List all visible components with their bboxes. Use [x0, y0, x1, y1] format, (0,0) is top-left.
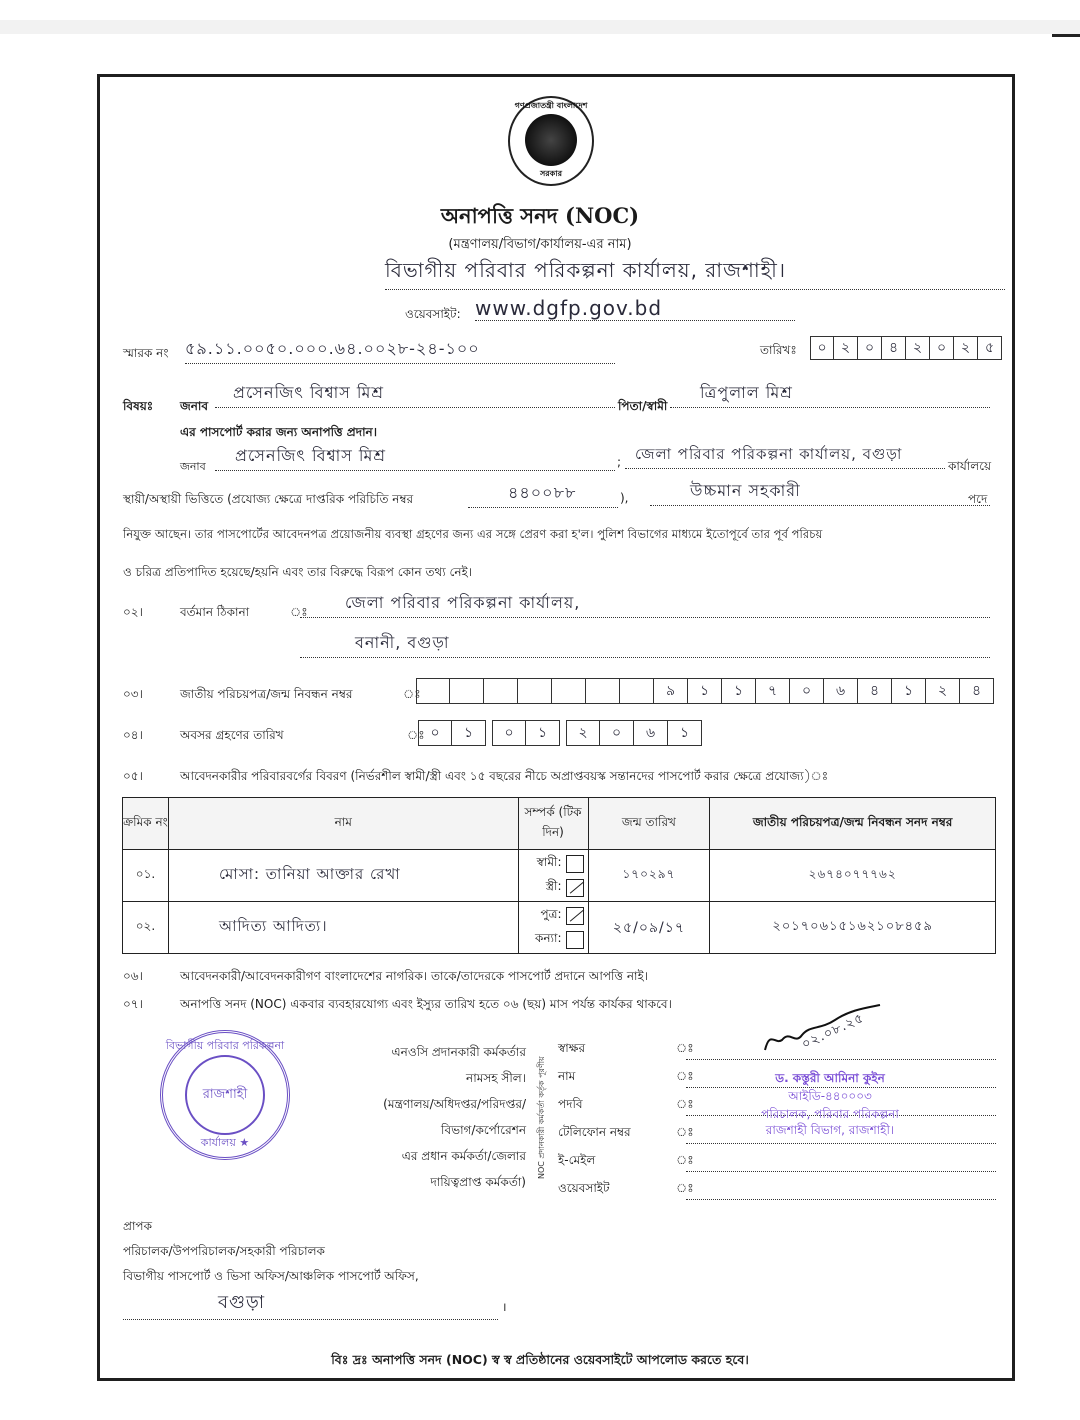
citizen-text: আবেদনকারী/আবেদনকারীগণ বাংলাদেশের নাগরিক। তাকে/তাদেরকে পাসপোর্ট প্রদানে আপত্তি নাই। [180, 969, 649, 983]
item-03-number: ০৩। [123, 687, 143, 701]
retirement-label: অবসর গ্রহণের তারিখ [180, 728, 284, 742]
family-table [122, 797, 996, 954]
header-dob: জন্ম তারিখ [588, 798, 710, 850]
item-05-number: ০৫। [123, 769, 143, 783]
document-title: অনাপত্তি সনদ (NOC) [440, 203, 640, 228]
nid-digit [518, 678, 552, 704]
nid-label: জাতীয় পরিচয়পত্র/জন্ম নিবন্ধন নম্বর [180, 687, 353, 701]
row-name: মোসা: তানিয়া আক্তার রেখা [168, 850, 518, 902]
designation-suffix: পদে [968, 492, 988, 506]
stamp-officer-title: পরিচালক, পরিবার পরিকল্পনা [761, 1107, 899, 1121]
id-close: ), [620, 491, 629, 505]
website-label: ওয়েবসাইট: [405, 307, 461, 321]
row-relation [518, 902, 588, 954]
office-name: বিভাগীয় পরিবার পরিকল্পনা কার্যালয়, রাজশাহী। [385, 256, 1005, 290]
recipient-line-2: বিভাগীয় পাসপোর্ট ও ভিসা অফিস/আঞ্চলিক পাসপোর্ট অফিস, [123, 1269, 419, 1283]
date-label: তারিখঃ [760, 343, 797, 357]
nid-digit: ১ [892, 678, 926, 704]
father-label: পিতা/স্বামী [618, 399, 668, 413]
issuer-label-block [300, 1044, 526, 1200]
nid-digit: ৬ [824, 678, 858, 704]
row-relation [518, 850, 588, 902]
retirement-year-digit: ২ [566, 720, 600, 746]
nid-digit: ১ [688, 678, 722, 704]
memo-number: ৫৯.১১.০০৫০.০০০.৬৪.০০২৮-২৪-১০০ [185, 336, 615, 364]
header-relation: সম্পর্ক (টিক দিন) [518, 798, 588, 850]
field-designation: পদবি ঃ [558, 1096, 996, 1116]
relation-checkbox[interactable] [566, 907, 584, 925]
nid-digit: ৭ [756, 678, 790, 704]
date-digit: ০ [810, 336, 834, 360]
relation-label: স্বামী: [536, 854, 562, 869]
scan-top-band [0, 20, 1080, 34]
row-nid: ২৬৭৪০৭৭৭৬২ [710, 850, 996, 902]
field-website: ওয়েবসাইট ঃ [558, 1180, 996, 1200]
applicant-name: প্রসেনজিৎ বিশ্বাস মিশ্র [215, 380, 615, 408]
date-digit: ৫ [978, 336, 1002, 360]
permanent-label: স্থায়ী/অস্থায়ী ভিত্তিতে (প্রযোজ্য ক্ষেত্রে দাপ্তরিক পরিচিতি নম্বর [123, 492, 414, 506]
semicolon: ; [617, 455, 622, 469]
designation: উচ্চমান সহকারী [650, 478, 990, 506]
family-label: আবেদনকারীর পরিবারবর্গের বিবরণ (নির্ভরশীল স্বামী/স্ত্রী এবং ১৫ বছরের নীচে অপ্রাপ্তবয়স্ক সন্তানদের পাসপোর্ট করার ক্ষেত্রে প্রযোজ্য)ঃ [180, 769, 829, 783]
field-email: ই-মেইল ঃ [558, 1152, 996, 1172]
recipient-city: বগুড়া [123, 1288, 498, 1320]
recipient-end: । [502, 1300, 507, 1314]
nid-digit: ১ [722, 678, 756, 704]
relation-label: স্ত্রী: [545, 878, 562, 893]
row-serial: ০২. [123, 902, 169, 954]
retirement-year-digit: ১ [668, 720, 702, 746]
relation-checkbox[interactable] [566, 879, 584, 897]
date-digit: ০ [930, 336, 954, 360]
address-line-2: বনানী, বগুড়া [300, 630, 990, 658]
vertical-fill-note: NOC প্রদানকারী কর্মকর্তা কর্তৃক পূরণীয় [537, 1056, 546, 1179]
emblem-top-text: গণপ্রজাতন্ত্রী বাংলাদেশ [514, 101, 588, 110]
office-suffix: কার্যালয়ে [948, 459, 992, 473]
website-value: www.dgfp.gov.bd [475, 296, 795, 321]
subject-line2: এর পাসপোর্ট করার জন্য অনাপত্তি প্রদান। [180, 425, 378, 439]
relation-label: কন্যা: [534, 930, 562, 945]
body-office: জেলা পরিবার পরিকল্পনা কার্যালয়, বগুড়া [625, 443, 945, 469]
office-seal-stamp [160, 1030, 290, 1160]
emblem-core [525, 114, 577, 166]
field-signature: স্বাক্ষর ঃ [558, 1040, 996, 1060]
nid-digit [484, 678, 518, 704]
emblem-bottom-text: সরকার [539, 169, 562, 178]
family-table-header [123, 798, 996, 850]
document-subtitle: (মন্ত্রণালয়/বিভাগ/কার্যালয়-এর নাম) [448, 237, 632, 252]
row-nid: ২০১৭০৬১৫১৬২১০৮৪৫৯ [710, 902, 996, 954]
field-telephone: টেলিফোন নম্বর ঃ [558, 1124, 996, 1144]
retirement-day-digit: ১ [452, 720, 486, 746]
seal-center: রাজশাহী [185, 1055, 265, 1135]
date-digit: ২ [954, 336, 978, 360]
issuer-line: এর প্রধান কর্মকর্তা/জেলার [401, 1149, 526, 1163]
stamp-officer-name: ড. কস্তুরী আমিনা কুইন [775, 1071, 885, 1085]
retirement-year-digit: ৬ [634, 720, 668, 746]
subject-mr-label: জনাব [180, 399, 209, 413]
body-name: প্রসেনজিৎ বিশ্বাস মিশ্র [215, 443, 615, 471]
nid-digit: ৪ [858, 678, 892, 704]
issuer-line: (মন্ত্রণালয়/অধিদপ্তর/পরিদপ্তর/ [383, 1097, 526, 1111]
scan-edge-mark [1052, 34, 1080, 37]
issuer-line: দায়িত্বপ্রাপ্ত কর্মকর্তা) [430, 1175, 526, 1189]
item-04-number: ০৪। [123, 728, 143, 742]
memo-date-boxes [810, 336, 1002, 360]
retirement-colon: ঃ [407, 728, 425, 742]
relation-label: পুত্র: [540, 906, 562, 921]
nid-digit [552, 678, 586, 704]
date-digit: ৪ [882, 336, 906, 360]
validity-text: অনাপত্তি সনদ (NOC) একবার ব্যবহারযোগ্য এবং ইস্যুর তারিখ হতে ০৬ (ছয়) মাস পর্যন্ত কার্যকর থাকবে। [180, 997, 672, 1011]
nid-digit: ৪ [960, 678, 994, 704]
item-06-number: ০৬। [123, 969, 143, 983]
nid-digit [620, 678, 654, 704]
signature-date: ০২.০৮.২৫ [799, 1010, 867, 1053]
father-name: ত্রিপুলাল মিশ্র [670, 380, 990, 408]
table-row [123, 902, 996, 954]
item-07-number: ০৭। [123, 997, 143, 1011]
date-digit: ২ [906, 336, 930, 360]
date-digit: ২ [834, 336, 858, 360]
nid-digit: ২ [926, 678, 960, 704]
header-name: নাম [168, 798, 518, 850]
row-dob: ১৭০২৯৭ [588, 850, 710, 902]
retirement-day-digit: ০ [418, 720, 452, 746]
header-nid: জাতীয় পরিচয়পত্র/জন্ম নিবন্ধন সনদ নম্বর [710, 798, 996, 850]
official-id: ৪৪০০৮৮ [468, 480, 618, 508]
retirement-month-digit: ১ [526, 720, 560, 746]
nid-digit [416, 678, 450, 704]
issuer-line: বিভাগ/কর্পোরেশন [441, 1123, 526, 1137]
item-02-number: ০২। [123, 605, 143, 619]
subject-label: বিষয়ঃ [123, 399, 154, 413]
retirement-date-boxes [418, 720, 702, 746]
field-name: নাম ঃ [558, 1068, 996, 1088]
row-serial: ০১. [123, 850, 169, 902]
nid-digit [586, 678, 620, 704]
issuer-line: এনওসি প্রদানকারী কর্মকর্তার [391, 1045, 526, 1059]
row-name: আদিত্য আদিত্য। [168, 902, 518, 954]
memo-label: স্মারক নং [123, 346, 169, 360]
row-dob: ২৫/০৯/১৭ [588, 902, 710, 954]
body-paragraph-1: নিযুক্ত আছেন। তার পাসপোর্টের আবেদনপত্র প্রয়োজনীয় ব্যবস্থা গ্রহণের জন্য এর সঙ্গে প্রেরণ করা হ'ল। পুলিশ বিভাগের মাধ্যমে ইতোপূর্বে তার পূর্ব পরিচয় [123, 527, 823, 541]
nid-digit-boxes [416, 678, 994, 704]
stamp-officer-id: আইডি-৪৪০০০৩ [788, 1089, 872, 1103]
nid-digit: ০ [790, 678, 824, 704]
seal-ring-top: বিভাগীয় পরিবার পরিকল্পনা [165, 1039, 285, 1052]
nid-colon: ঃ [403, 687, 421, 701]
seal-ring-bottom: কার্যালয় ★ [200, 1136, 250, 1149]
nid-digit: ৯ [654, 678, 688, 704]
body-mr-label: জনাব [180, 460, 206, 473]
government-emblem-icon [508, 96, 594, 186]
address-colon: ঃ [290, 605, 308, 619]
header-serial: ক্রমিক নং [123, 798, 169, 850]
body-paragraph-2: ও চরিত্র প্রতিপাদিত হয়েছে/হয়নি এবং তার বিরুদ্ধে বিরূপ কোন তথ্য নেই। [123, 565, 473, 579]
recipient-label: প্রাপক [123, 1219, 152, 1233]
issuer-line: নামসহ সীল। [466, 1071, 526, 1085]
nid-digit [450, 678, 484, 704]
relation-checkbox[interactable] [566, 855, 584, 873]
address-line-1: জেলা পরিবার পরিকল্পনা কার্যালয়, [300, 590, 990, 618]
retirement-month-digit: ০ [492, 720, 526, 746]
table-row [123, 850, 996, 902]
retirement-year-digit: ০ [600, 720, 634, 746]
date-digit: ০ [858, 336, 882, 360]
stamp-officer-office: রাজশাহী বিভাগ, রাজশাহী। [765, 1123, 895, 1137]
footer-note: বিঃ দ্রঃ অনাপত্তি সনদ (NOC) স্ব স্ব প্রতিষ্ঠানের ওয়েবসাইটে আপলোড করতে হবে। [331, 1352, 749, 1367]
relation-checkbox[interactable] [566, 931, 584, 949]
address-label: বর্তমান ঠিকানা [180, 605, 250, 619]
recipient-line-1: পরিচালক/উপপরিচালক/সহকারী পরিচালক [123, 1244, 325, 1258]
